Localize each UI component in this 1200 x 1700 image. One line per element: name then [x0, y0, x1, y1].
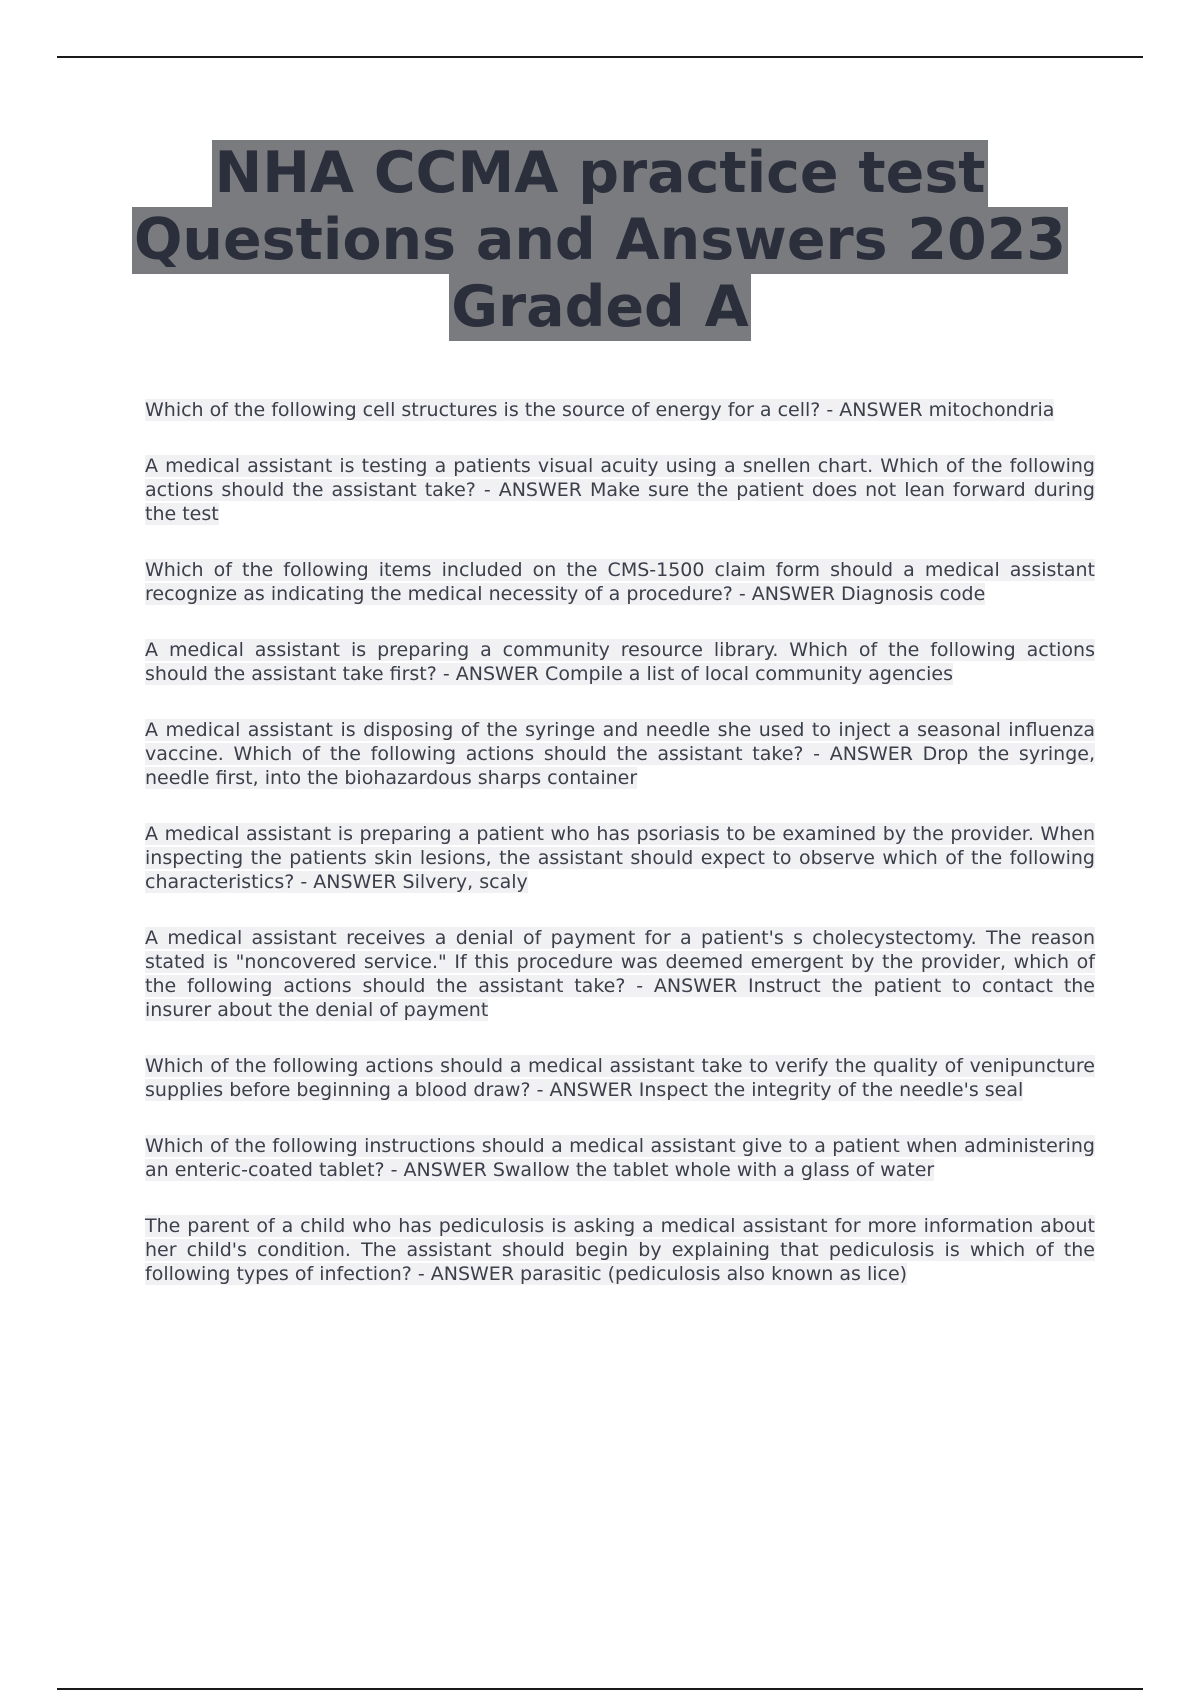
qa-text-7: A medical assistant receives a denial of payment for a patient's s cholecystectomy. The reason stated is "noncovered service." If this procedure was deemed emergent by the provider, which of the following actions should the assistant take? - ANSWER Instruct the patient to contact the insurer about the denial of payment — [145, 927, 1095, 1021]
qa-text-2: A medical assistant is testing a patients visual acuity using a snellen chart. Which of the following actions should the assistant take? - ANSWER Make sure the patient does not lean forward during the test — [145, 455, 1095, 525]
qa-item-8 — [145, 1054, 1095, 1102]
qa-list — [145, 398, 1095, 1318]
qa-item-5 — [145, 718, 1095, 790]
qa-text-4: A medical assistant is preparing a community resource library. Which of the following actions should the assistant take first? - ANSWER Compile a list of local community agencies — [145, 639, 1095, 685]
title-line-3: Graded A — [451, 274, 749, 340]
footer-rule — [57, 1688, 1143, 1690]
qa-item-1 — [145, 398, 1095, 422]
qa-text-10: The parent of a child who has pediculosis is asking a medical assistant for more information about her child's condition. The assistant should begin by explaining that pediculosis is which of the following types of infection? - ANSWER parasitic (pediculosis also known as lice) — [145, 1215, 1095, 1285]
qa-text-1: Which of the following cell structures is the source of energy for a cell? - ANSWER mitochondria — [145, 399, 1055, 421]
qa-item-9 — [145, 1134, 1095, 1182]
title-line-1: NHA CCMA practice test — [214, 140, 986, 206]
qa-text-5: A medical assistant is disposing of the syringe and needle she used to inject a seasonal influenza vaccine. Which of the following actions should the assistant take? - ANSWER Drop the syringe, needle first, into the biohazardous sharps container — [145, 719, 1095, 789]
qa-item-2 — [145, 454, 1095, 526]
qa-text-3: Which of the following items included on the CMS-1500 claim form should a medical assistant recognize as indicating the medical necessity of a procedure? - ANSWER Diagnosis code — [145, 559, 1095, 605]
qa-text-9: Which of the following instructions should a medical assistant give to a patient when administering an enteric-coated tablet? - ANSWER Swallow the tablet whole with a glass of water — [145, 1135, 1095, 1181]
qa-item-10 — [145, 1214, 1095, 1286]
qa-text-6: A medical assistant is preparing a patient who has psoriasis to be examined by the provider. When inspecting the patients skin lesions, the assistant should expect to observe which of the following characteristics? - ANSWER Silvery, scaly — [145, 823, 1095, 893]
qa-item-7 — [145, 926, 1095, 1022]
title-line-2: Questions and Answers 2023 — [133, 207, 1067, 273]
document-title — [60, 140, 1140, 341]
qa-item-4 — [145, 638, 1095, 686]
qa-item-6 — [145, 822, 1095, 894]
header-rule — [57, 56, 1143, 58]
qa-text-8: Which of the following actions should a medical assistant take to verify the quality of venipuncture supplies before beginning a blood draw? - ANSWER Inspect the integrity of the needle's seal — [145, 1055, 1095, 1101]
qa-item-3 — [145, 558, 1095, 606]
